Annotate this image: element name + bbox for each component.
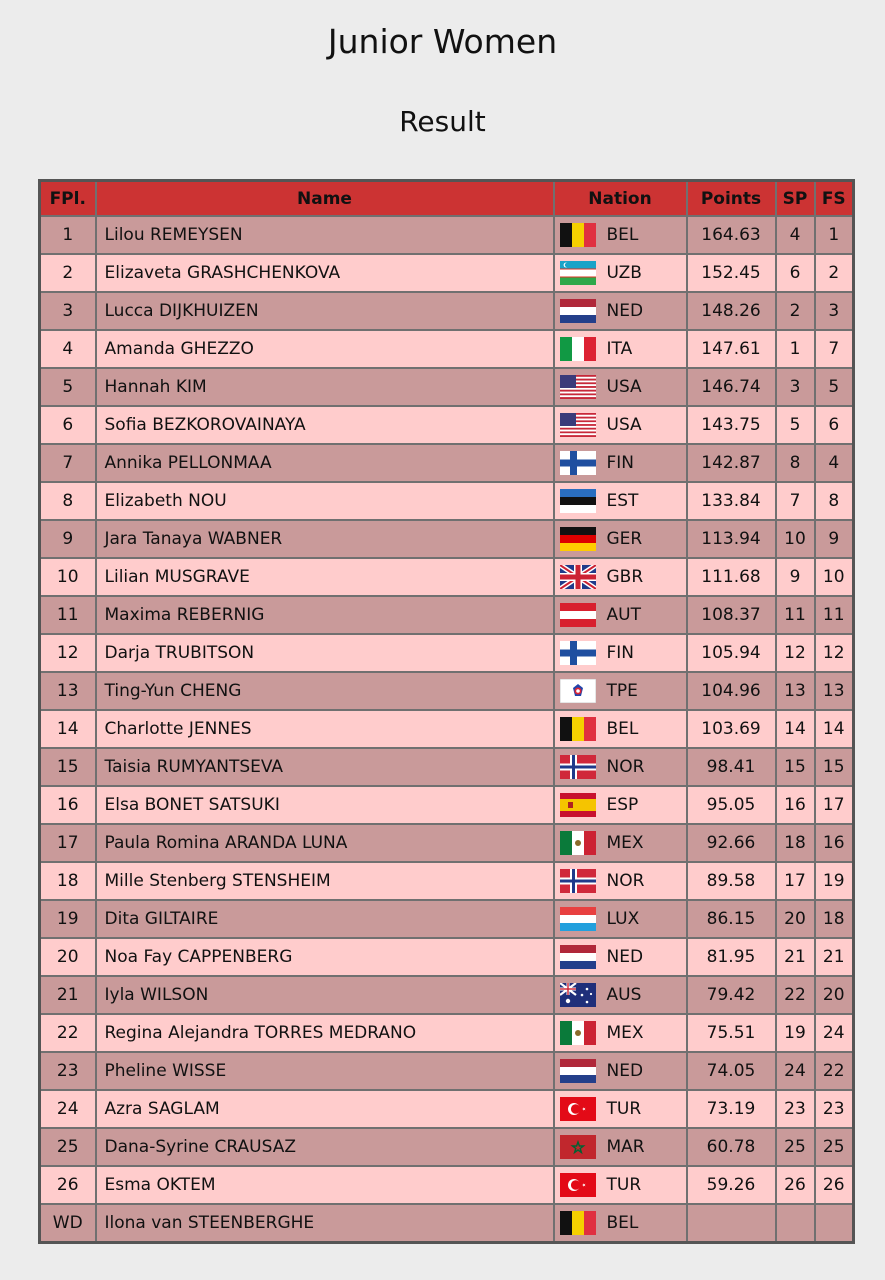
header-points: Points [687, 181, 776, 217]
cell-points: 143.75 [687, 406, 776, 444]
cell-placement: 14 [40, 710, 96, 748]
cell-placement: 19 [40, 900, 96, 938]
table-row [40, 634, 854, 672]
nation-code: MAR [606, 1137, 645, 1157]
flag-icon [560, 489, 596, 513]
cell-name: Pheline WISSE [96, 1052, 554, 1090]
header-row [40, 181, 854, 217]
flag-icon [560, 945, 596, 969]
cell-name: Annika PELLONMAA [96, 444, 554, 482]
cell-fs [815, 1204, 854, 1243]
cell-points: 133.84 [687, 482, 776, 520]
cell-placement: 6 [40, 406, 96, 444]
cell-sp: 12 [776, 634, 815, 672]
flag-icon [560, 261, 596, 285]
flag-icon [560, 527, 596, 551]
header-fs: FS [815, 181, 854, 217]
table-row [40, 216, 854, 254]
cell-name: Elizaveta GRASHCHENKOVA [96, 254, 554, 292]
cell-sp: 9 [776, 558, 815, 596]
cell-points: 113.94 [687, 520, 776, 558]
nation-code: TUR [606, 1099, 642, 1119]
cell-sp: 5 [776, 406, 815, 444]
cell-fs: 18 [815, 900, 854, 938]
cell-fs: 26 [815, 1166, 854, 1204]
cell-sp: 8 [776, 444, 815, 482]
cell-name: Lucca DIJKHUIZEN [96, 292, 554, 330]
flag-icon [560, 1173, 596, 1197]
cell-name: Ting-Yun CHENG [96, 672, 554, 710]
cell-fs: 23 [815, 1090, 854, 1128]
cell-placement: 25 [40, 1128, 96, 1166]
nation-code: MEX [606, 833, 644, 853]
cell-points: 79.42 [687, 976, 776, 1014]
nation-code: EST [606, 491, 639, 511]
cell-points: 104.96 [687, 672, 776, 710]
cell-placement: 16 [40, 786, 96, 824]
cell-nation [554, 938, 687, 976]
cell-fs: 3 [815, 292, 854, 330]
cell-sp: 16 [776, 786, 815, 824]
cell-nation [554, 330, 687, 368]
cell-name: Iyla WILSON [96, 976, 554, 1014]
cell-placement: 26 [40, 1166, 96, 1204]
cell-placement: 4 [40, 330, 96, 368]
table-row [40, 406, 854, 444]
cell-nation [554, 672, 687, 710]
nation-code: AUT [606, 605, 641, 625]
cell-name: Dita GILTAIRE [96, 900, 554, 938]
table-row [40, 900, 854, 938]
cell-name: Paula Romina ARANDA LUNA [96, 824, 554, 862]
cell-sp: 17 [776, 862, 815, 900]
table-row [40, 1014, 854, 1052]
cell-nation [554, 1128, 687, 1166]
table-row [40, 482, 854, 520]
flag-icon [560, 413, 596, 437]
flag-icon [560, 679, 596, 703]
cell-name: Elsa BONET SATSUKI [96, 786, 554, 824]
flag-icon [560, 337, 596, 361]
cell-fs: 24 [815, 1014, 854, 1052]
nation-code: NED [606, 301, 644, 321]
cell-sp: 21 [776, 938, 815, 976]
nation-code: TPE [606, 681, 638, 701]
cell-placement: 13 [40, 672, 96, 710]
table-row [40, 1090, 854, 1128]
table-row [40, 520, 854, 558]
cell-name: Ilona van STEENBERGHE [96, 1204, 554, 1243]
cell-placement: 15 [40, 748, 96, 786]
cell-points: 105.94 [687, 634, 776, 672]
cell-name: Taisia RUMYANTSEVA [96, 748, 554, 786]
cell-points: 98.41 [687, 748, 776, 786]
cell-nation [554, 520, 687, 558]
nation-code: NED [606, 947, 644, 967]
nation-code: USA [606, 377, 642, 397]
table-row [40, 330, 854, 368]
table-row [40, 444, 854, 482]
cell-name: Darja TRUBITSON [96, 634, 554, 672]
cell-points: 86.15 [687, 900, 776, 938]
table-row [40, 824, 854, 862]
cell-fs: 22 [815, 1052, 854, 1090]
cell-name: Maxima REBERNIG [96, 596, 554, 634]
flag-icon [560, 831, 596, 855]
cell-sp: 20 [776, 900, 815, 938]
table-row [40, 596, 854, 634]
cell-sp: 1 [776, 330, 815, 368]
header-nation: Nation [554, 181, 687, 217]
nation-code: AUS [606, 985, 642, 1005]
nation-code: UZB [606, 263, 642, 283]
nation-code: FIN [606, 643, 635, 663]
table-row [40, 1204, 854, 1243]
table-row [40, 368, 854, 406]
cell-name: Hannah KIM [96, 368, 554, 406]
flag-icon [560, 717, 596, 741]
table-row [40, 558, 854, 596]
cell-fs: 1 [815, 216, 854, 254]
cell-points: 148.26 [687, 292, 776, 330]
table-row [40, 938, 854, 976]
cell-points: 59.26 [687, 1166, 776, 1204]
cell-placement: 1 [40, 216, 96, 254]
cell-points: 75.51 [687, 1014, 776, 1052]
cell-nation [554, 862, 687, 900]
cell-nation [554, 558, 687, 596]
flag-icon [560, 223, 596, 247]
cell-nation [554, 710, 687, 748]
flag-icon [560, 641, 596, 665]
nation-code: USA [606, 415, 642, 435]
cell-placement: 10 [40, 558, 96, 596]
nation-code: GER [606, 529, 643, 549]
cell-fs: 2 [815, 254, 854, 292]
cell-points: 142.87 [687, 444, 776, 482]
cell-placement: 22 [40, 1014, 96, 1052]
cell-name: Sofia BEZKOROVAINAYA [96, 406, 554, 444]
cell-nation [554, 824, 687, 862]
cell-sp: 23 [776, 1090, 815, 1128]
cell-sp: 18 [776, 824, 815, 862]
cell-nation [554, 216, 687, 254]
cell-fs: 5 [815, 368, 854, 406]
cell-placement: WD [40, 1204, 96, 1243]
table-row [40, 292, 854, 330]
cell-sp: 25 [776, 1128, 815, 1166]
cell-nation [554, 368, 687, 406]
cell-sp: 3 [776, 368, 815, 406]
table-row [40, 1166, 854, 1204]
cell-nation [554, 634, 687, 672]
flag-icon [560, 907, 596, 931]
cell-sp: 7 [776, 482, 815, 520]
flag-icon [560, 565, 596, 589]
cell-fs: 4 [815, 444, 854, 482]
cell-sp [776, 1204, 815, 1243]
cell-nation [554, 482, 687, 520]
cell-placement: 17 [40, 824, 96, 862]
cell-sp: 24 [776, 1052, 815, 1090]
cell-sp: 6 [776, 254, 815, 292]
cell-placement: 2 [40, 254, 96, 292]
cell-sp: 15 [776, 748, 815, 786]
cell-placement: 8 [40, 482, 96, 520]
cell-sp: 19 [776, 1014, 815, 1052]
cell-placement: 18 [40, 862, 96, 900]
nation-code: GBR [606, 567, 644, 587]
cell-sp: 2 [776, 292, 815, 330]
cell-points [687, 1204, 776, 1243]
cell-placement: 9 [40, 520, 96, 558]
cell-points: 108.37 [687, 596, 776, 634]
flag-icon [560, 755, 596, 779]
cell-points: 81.95 [687, 938, 776, 976]
flag-icon [560, 793, 596, 817]
page-title: Junior Women [327, 22, 558, 61]
cell-points: 103.69 [687, 710, 776, 748]
cell-points: 146.74 [687, 368, 776, 406]
cell-nation [554, 596, 687, 634]
cell-placement: 24 [40, 1090, 96, 1128]
cell-placement: 12 [40, 634, 96, 672]
cell-sp: 22 [776, 976, 815, 1014]
cell-fs: 21 [815, 938, 854, 976]
cell-points: 73.19 [687, 1090, 776, 1128]
table-row [40, 254, 854, 292]
page-subtitle: Result [399, 105, 486, 138]
table-row [40, 748, 854, 786]
cell-nation [554, 254, 687, 292]
nation-code: BEL [606, 225, 639, 245]
nation-code: LUX [606, 909, 640, 929]
table-row [40, 786, 854, 824]
flag-icon [560, 1135, 596, 1159]
cell-name: Lilian MUSGRAVE [96, 558, 554, 596]
cell-name: Amanda GHEZZO [96, 330, 554, 368]
cell-fs: 7 [815, 330, 854, 368]
cell-points: 74.05 [687, 1052, 776, 1090]
nation-code: BEL [606, 719, 639, 739]
cell-fs: 13 [815, 672, 854, 710]
cell-nation [554, 1052, 687, 1090]
nation-code: MEX [606, 1023, 644, 1043]
cell-placement: 20 [40, 938, 96, 976]
cell-name: Charlotte JENNES [96, 710, 554, 748]
cell-name: Dana-Syrine CRAUSAZ [96, 1128, 554, 1166]
flag-icon [560, 603, 596, 627]
cell-points: 111.68 [687, 558, 776, 596]
cell-nation [554, 1090, 687, 1128]
table-row [40, 672, 854, 710]
cell-nation [554, 786, 687, 824]
cell-name: Jara Tanaya WABNER [96, 520, 554, 558]
cell-name: Noa Fay CAPPENBERG [96, 938, 554, 976]
nation-code: BEL [606, 1213, 639, 1233]
flag-icon [560, 299, 596, 323]
nation-code: ESP [606, 795, 639, 815]
nation-code: TUR [606, 1175, 642, 1195]
cell-sp: 4 [776, 216, 815, 254]
flag-icon [560, 1059, 596, 1083]
cell-nation [554, 292, 687, 330]
cell-name: Mille Stenberg STENSHEIM [96, 862, 554, 900]
cell-fs: 17 [815, 786, 854, 824]
cell-name: Lilou REMEYSEN [96, 216, 554, 254]
header-sp: SP [776, 181, 815, 217]
cell-fs: 11 [815, 596, 854, 634]
cell-points: 95.05 [687, 786, 776, 824]
cell-name: Esma OKTEM [96, 1166, 554, 1204]
flag-icon [560, 1211, 596, 1235]
cell-placement: 23 [40, 1052, 96, 1090]
flag-icon [560, 983, 596, 1007]
cell-fs: 19 [815, 862, 854, 900]
cell-placement: 21 [40, 976, 96, 1014]
cell-name: Elizabeth NOU [96, 482, 554, 520]
table-row [40, 1052, 854, 1090]
table-row [40, 862, 854, 900]
cell-fs: 12 [815, 634, 854, 672]
cell-fs: 6 [815, 406, 854, 444]
cell-fs: 10 [815, 558, 854, 596]
nation-code: ITA [606, 339, 633, 359]
cell-fs: 8 [815, 482, 854, 520]
cell-points: 147.61 [687, 330, 776, 368]
cell-sp: 26 [776, 1166, 815, 1204]
header-name: Name [96, 181, 554, 217]
cell-fs: 25 [815, 1128, 854, 1166]
nation-code: NOR [606, 757, 645, 777]
cell-sp: 13 [776, 672, 815, 710]
table-row [40, 1128, 854, 1166]
cell-fs: 9 [815, 520, 854, 558]
header-fpl: FPl. [40, 181, 96, 217]
nation-code: NED [606, 1061, 644, 1081]
cell-placement: 3 [40, 292, 96, 330]
cell-points: 152.45 [687, 254, 776, 292]
nation-code: NOR [606, 871, 645, 891]
results-table [38, 179, 855, 1244]
flag-icon [560, 375, 596, 399]
cell-nation [554, 406, 687, 444]
flag-icon [560, 1021, 596, 1045]
cell-sp: 11 [776, 596, 815, 634]
cell-nation [554, 1014, 687, 1052]
cell-points: 60.78 [687, 1128, 776, 1166]
flag-icon [560, 869, 596, 893]
cell-nation [554, 444, 687, 482]
cell-name: Azra SAGLAM [96, 1090, 554, 1128]
cell-placement: 5 [40, 368, 96, 406]
cell-points: 89.58 [687, 862, 776, 900]
cell-fs: 14 [815, 710, 854, 748]
flag-icon [560, 451, 596, 475]
cell-nation [554, 748, 687, 786]
cell-points: 92.66 [687, 824, 776, 862]
cell-nation [554, 976, 687, 1014]
cell-fs: 20 [815, 976, 854, 1014]
cell-nation [554, 1166, 687, 1204]
cell-nation [554, 900, 687, 938]
cell-placement: 11 [40, 596, 96, 634]
cell-fs: 15 [815, 748, 854, 786]
cell-name: Regina Alejandra TORRES MEDRANO [96, 1014, 554, 1052]
table-row [40, 976, 854, 1014]
table-row [40, 710, 854, 748]
cell-sp: 10 [776, 520, 815, 558]
flag-icon [560, 1097, 596, 1121]
cell-placement: 7 [40, 444, 96, 482]
cell-sp: 14 [776, 710, 815, 748]
cell-nation [554, 1204, 687, 1243]
nation-code: FIN [606, 453, 635, 473]
cell-fs: 16 [815, 824, 854, 862]
cell-points: 164.63 [687, 216, 776, 254]
